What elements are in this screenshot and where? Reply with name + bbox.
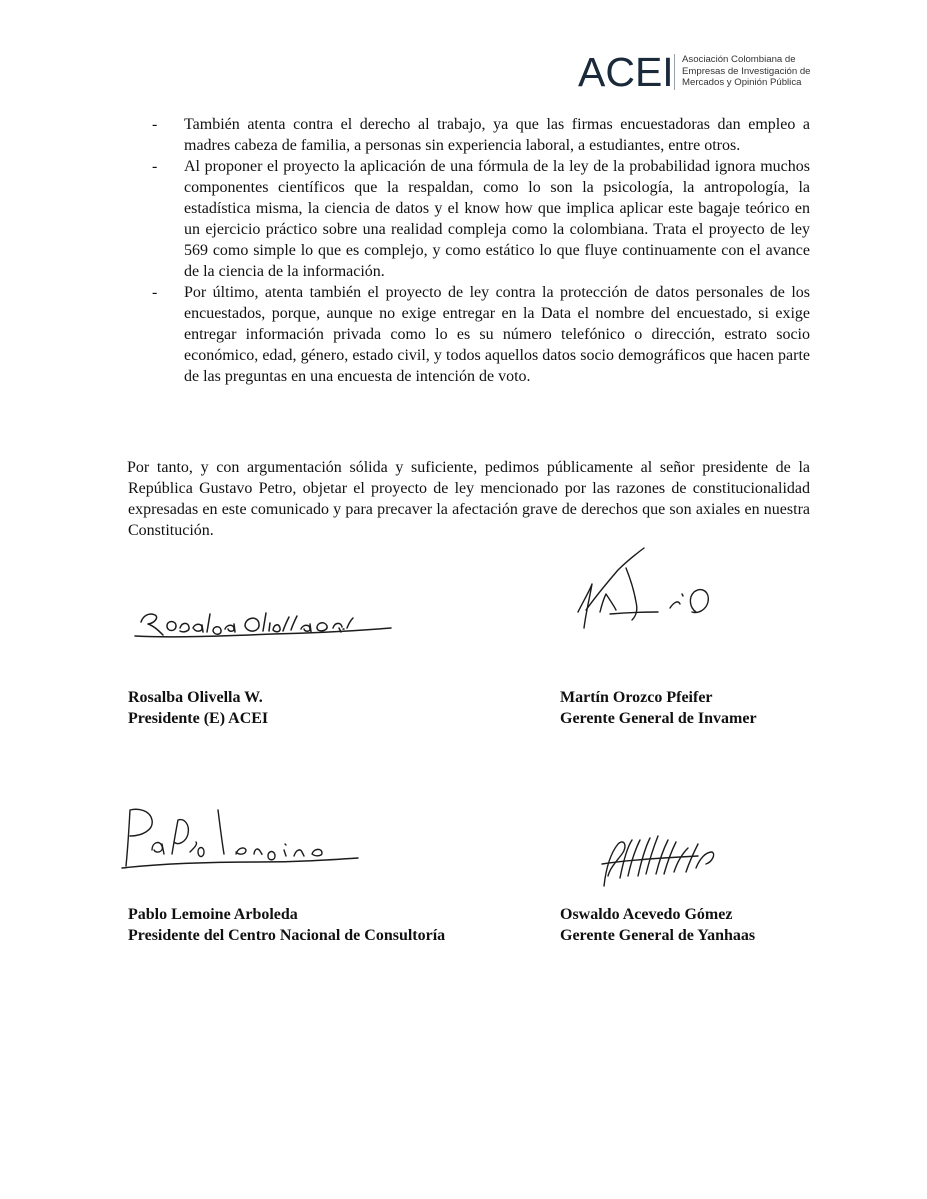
- bullet-text: Al proponer el proyecto la aplicación de una fórmula de la ley de la probabilidad ignora muchos componentes científicos que la respaldan, como lo son la psicología, la antropología, la estadística misma, la ciencia de datos y el know how que implica aplicar este bagaje teórico en un ejercicio práctico sobre una realidad compleja como la colombiana. Trata el proyecto de ley 569 como simple lo que es complejo, y como estático lo que fluye continuamente con el avance de la ciencia de la información.: [184, 158, 810, 280]
- signatory-role: Gerente General de Yanhaas: [560, 927, 756, 944]
- logo-mark: ACEI: [578, 49, 674, 95]
- signatory-name: Pablo Lemoine Arboleda: [128, 906, 298, 923]
- bullet-list: [152, 114, 810, 387]
- signatory-role: Gerente General de Invamer: [560, 710, 757, 727]
- signatory-martin: [560, 687, 757, 729]
- signatory-name: Martín Orozco Pfeifer: [560, 689, 713, 706]
- logo-line-2: Empresas de Investigación de: [682, 65, 811, 77]
- bullet-item: [152, 282, 810, 387]
- signatory-role: Presidente del Centro Nacional de Consultoría: [128, 927, 446, 944]
- signatory-role: Presidente (E) ACEI: [128, 710, 269, 727]
- bullet-marker: -: [152, 284, 158, 301]
- bullet-item: [152, 156, 810, 282]
- signature-pablo-text: [0, 0, 1, 1]
- signatory-oswaldo: [560, 904, 755, 946]
- bullet-text: También atenta contra el derecho al trabajo, ya que las firmas encuestadoras dan empleo a madres cabeza de familia, a personas sin experiencia laboral, a estudiantes, entre otros.: [184, 116, 810, 154]
- signature-oswaldo-image: [598, 828, 728, 894]
- signatory-name: Oswaldo Acevedo Gómez: [560, 906, 733, 923]
- signatory-name: Rosalba Olivella W.: [128, 689, 263, 706]
- bullet-item: [152, 114, 810, 156]
- signature-pablo-image: [118, 802, 368, 874]
- signatory-pablo: [128, 904, 445, 946]
- acei-logo: [578, 48, 828, 96]
- logo-text: [682, 54, 811, 89]
- bullet-text: Por último, atenta también el proyecto de ley contra la protección de datos personales de los encuestados, porque, aunque no exige entregar en la Data el nombre del encuestado, si exige entregar información privada como lo es su número telefónico o dirección, estrato socio económico, edad, género, estado civil, y todos aquellos datos socio demográficos que hacen parte de las preguntas en una encuesta de intención de voto.: [184, 284, 810, 385]
- logo-line-1: Asociación Colombiana de: [682, 54, 796, 65]
- logo-divider: [674, 54, 675, 90]
- signature-martin-image: [570, 540, 720, 660]
- signature-rosalba-image: [133, 598, 403, 644]
- signatory-rosalba: [128, 687, 268, 729]
- bullet-marker: -: [152, 116, 158, 133]
- closing-paragraph: Por tanto, y con argumentación sólida y suficiente, pedimos públicamente al señor presidente de la República Gustavo Petro, objetar el proyecto de ley mencionado por las razones de constitucionalidad expresadas en este comunicado y para precaver la afectación grave de derechos que son axiales en nuestra Constitución.: [127, 459, 810, 539]
- logo-line-3: Mercados y Opinión Pública: [682, 77, 802, 89]
- bullet-marker: -: [152, 158, 158, 175]
